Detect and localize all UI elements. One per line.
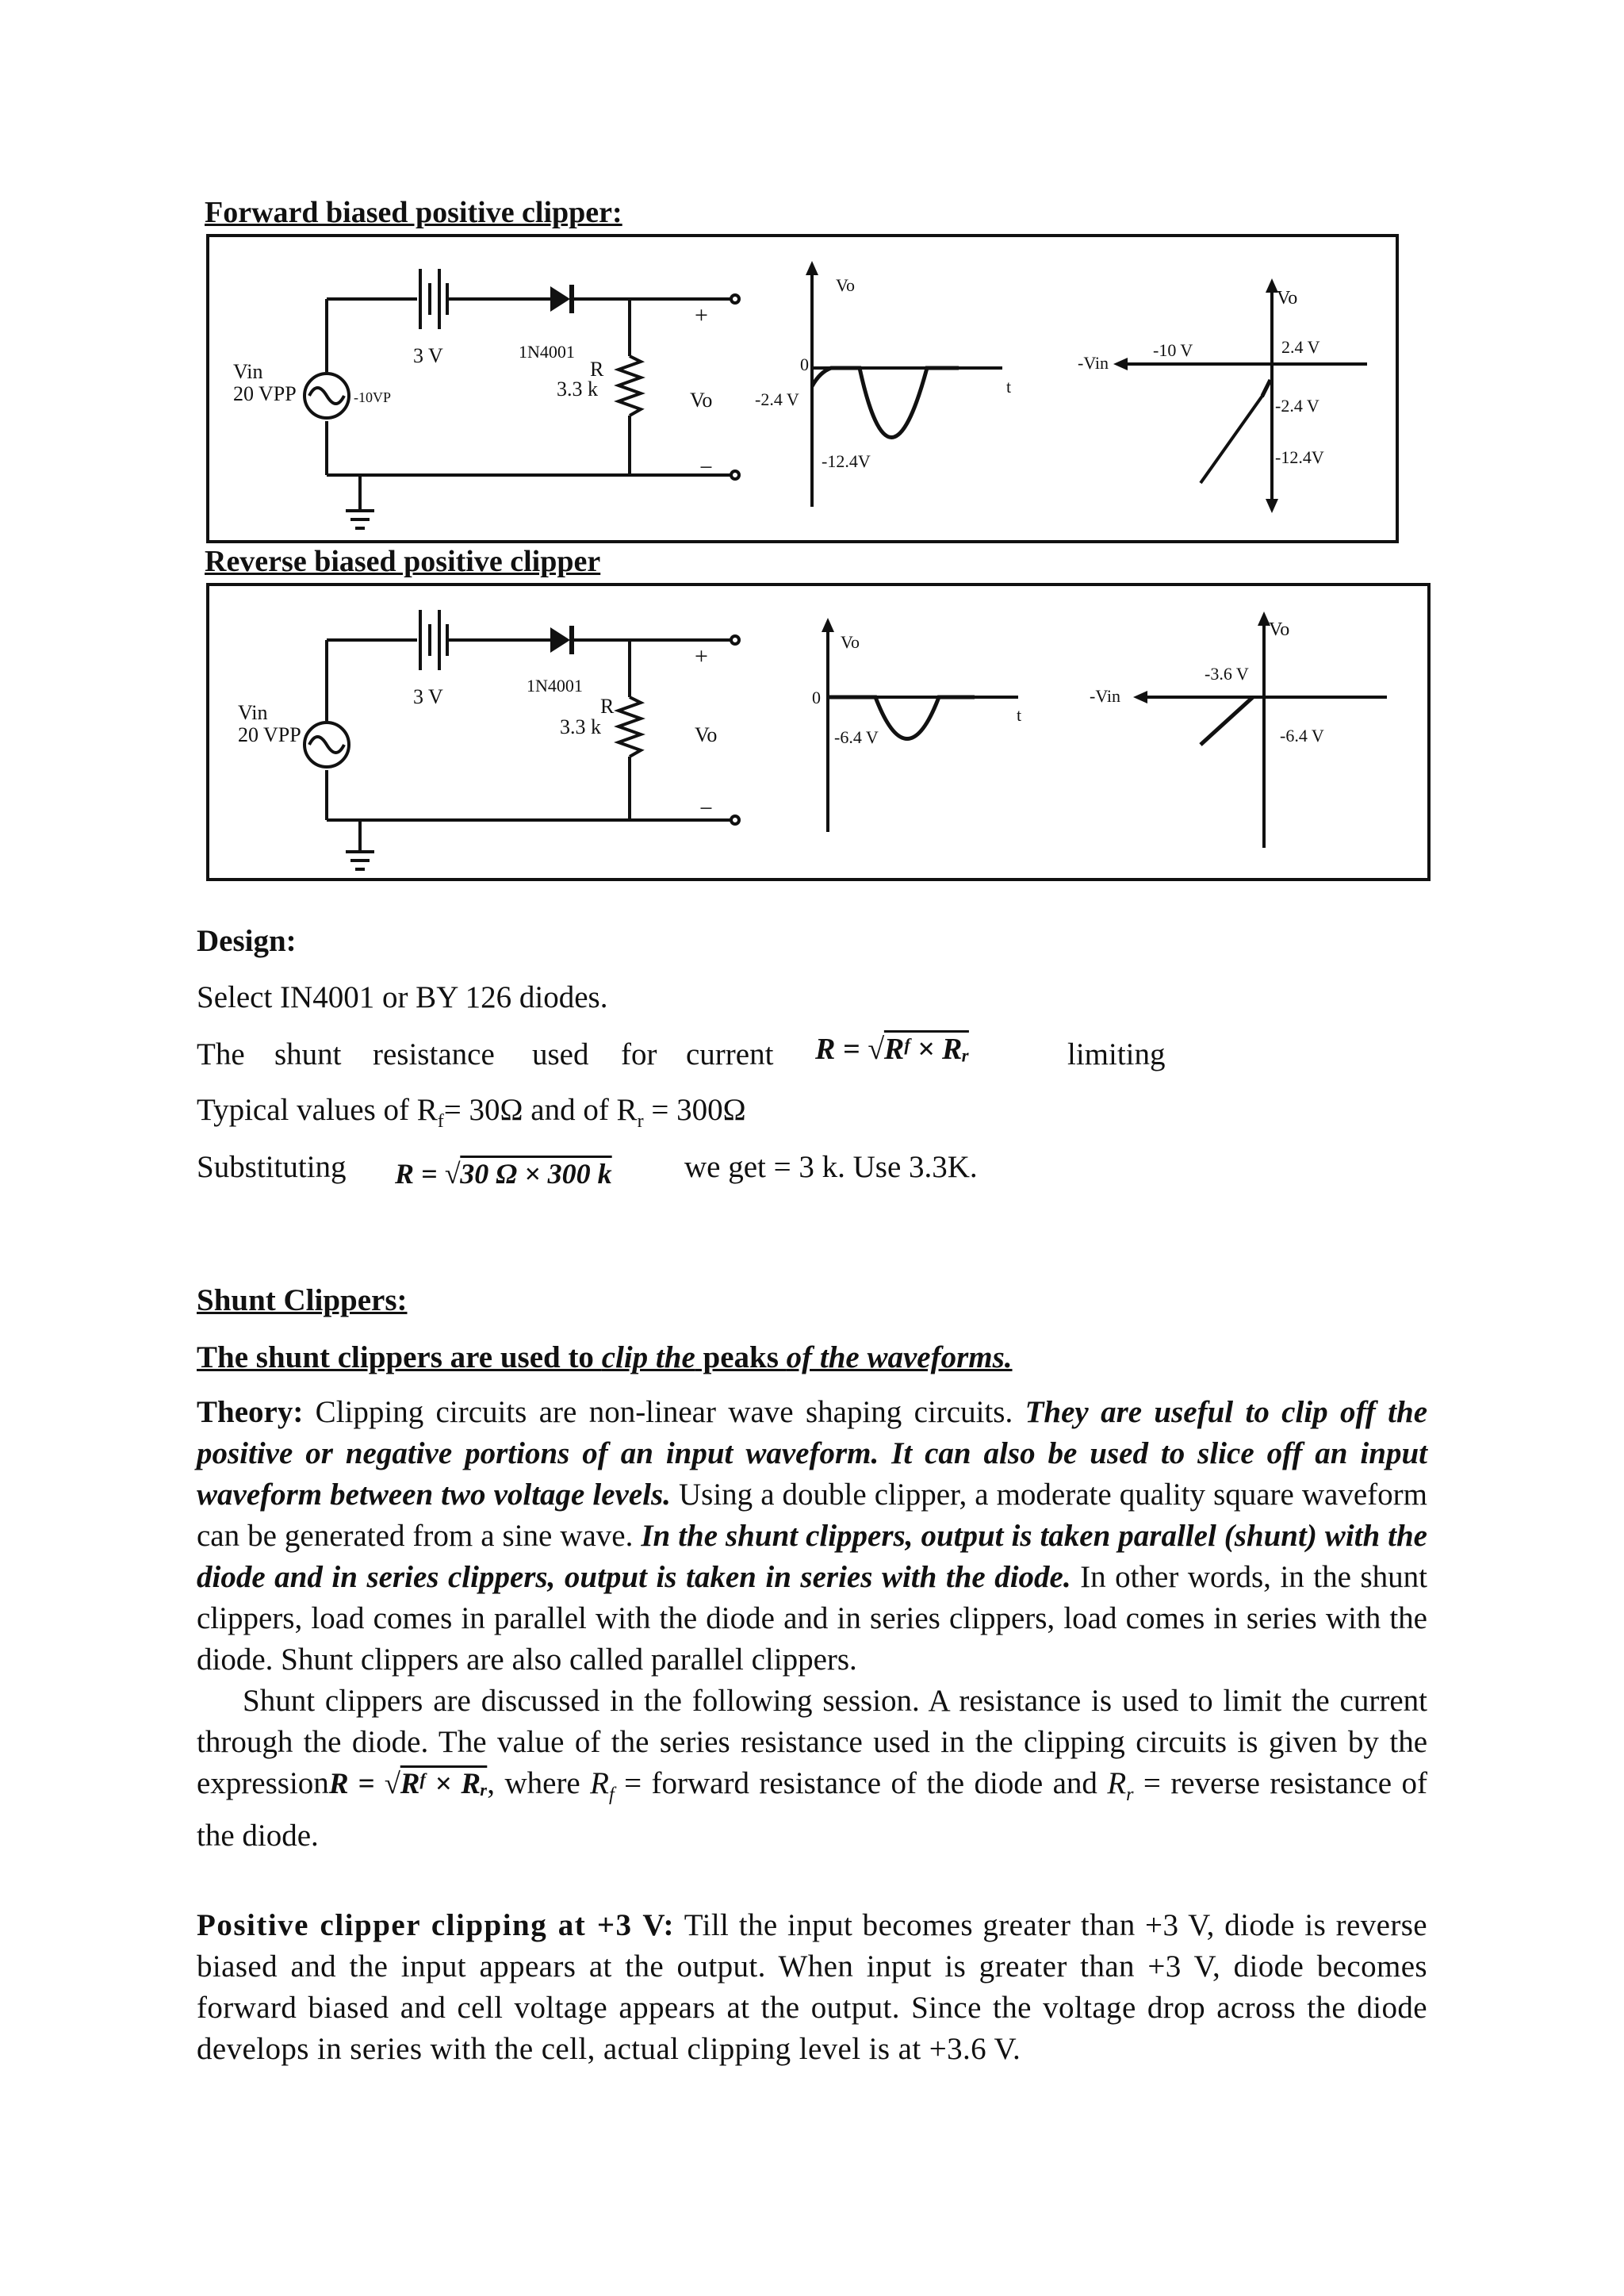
fig1-battery-label: 3 V [413,344,443,367]
para2-formula [329,1768,487,1800]
positive-label: Positive clipper clipping at +3 V: [197,1908,675,1942]
fig1-vin-label: Vin [233,360,263,383]
fig1-tr-vo: Vo [1277,288,1298,309]
design-word: current [686,1037,774,1071]
fig1-wave-zero: 0 [800,355,809,374]
fig1-vo-label: Vo [690,389,713,412]
design-line-4-formula-lhs: R = √ [395,1158,461,1190]
fig2-diode-triangle [550,627,570,653]
fig2-terminal-minus [731,816,739,824]
fig2-battery-label: 3 V [413,685,443,708]
design-line-4-b: we get = 3 k. Use 3.3K. [684,1150,978,1184]
design-formula-eq: = √ [835,1033,884,1066]
fig2-figure [209,586,1434,884]
fig1-tr-neg10: -10 V [1153,340,1193,360]
fig1-wave-upper: -2.4 V [755,389,799,409]
design-word: The [197,1037,245,1071]
fig2-diode-label: 1N4001 [527,676,583,696]
para2-rf-sub: f [609,1784,615,1805]
shunt-sub-c: peaks [695,1340,787,1374]
design-formula [815,1034,969,1064]
fig2-wave-t: t [1017,705,1022,725]
fig2-heading: Reverse biased positive clipper [205,545,601,578]
fig1-wave-t: t [1006,377,1012,397]
design-word: resistance [373,1037,495,1071]
fig1-tr-24: 2.4 V [1281,337,1320,357]
shunt-paragraph-2 [197,1681,1427,1857]
shunt-sub-a: The shunt clippers are used to [197,1340,602,1374]
fig2-tr-neg36: -3.6 V [1205,664,1249,684]
fig1-wave-yarrow [806,261,818,275]
para2-text-c: = forward resistance of the diode and [614,1766,1108,1800]
fig2-terminal-plus [731,636,739,644]
design-word: used [532,1037,589,1071]
design-line-3-c: = 300Ω [643,1093,746,1127]
theory-text-1: Clipping circuits are non-linear wave shaping circuits. [303,1395,1025,1429]
theory-text-3: Using a double clipper, a moderate quality square waveform can be generated from a sine wave. [197,1478,1427,1553]
fig1-tr-neg24: -2.4 V [1275,396,1320,416]
design-line-1: Select IN4001 or BY 126 diodes. [197,980,608,1014]
fig1-terminal-plus [731,295,739,303]
fig2-wave-lower: -6.4 V [834,727,879,747]
fig1-diode-label: 1N4001 [519,342,575,362]
fig2-minus: − [699,795,713,822]
fig1-vp-label: -10VP [354,389,392,405]
para2-rf: R [590,1766,609,1800]
fig1-tr-neg124: -12.4V [1275,447,1324,467]
design-line-4-formula [395,1159,612,1188]
fig2-vin-label: Vin [238,701,268,724]
fig1-diode-bar [569,285,574,313]
shunt-sub-b: clip the [601,1340,695,1374]
theory-label: Theory: [197,1395,304,1429]
para2-rr: R [1107,1766,1127,1800]
fig2-tr-vo: Vo [1269,619,1290,640]
design-heading: Design: [197,924,297,958]
fig1-vin-value: 20 VPP [233,382,297,405]
fig1-ac-wave [309,388,344,404]
fig2-diode-bar [569,626,574,654]
fig2-ac-wave [309,737,344,753]
para2-rr-sub: r [1126,1784,1134,1805]
design-line-4-formula-body: 30 Ω × 300 k [460,1158,612,1190]
fig1-plus: + [695,302,708,328]
design-word: shunt [274,1037,342,1071]
shunt-heading: Shunt Clippers: [197,1283,408,1317]
fig2-resistor [619,697,641,757]
para2-text-b: , where [487,1766,591,1800]
fig2-tr-vin: -Vin [1090,686,1121,706]
fig1-tr-ydown [1266,499,1278,513]
fig1-wave-vo: Vo [836,275,856,295]
fig2-tr-neg64: -6.4 V [1280,726,1324,746]
theory-text-5: In other words, in the shunt clippers, load comes in parallel with the diode and in series clippers, load comes in series with the diode. Shunt clippers are also called parallel clippers. [197,1560,1427,1677]
positive-text: Till the input becomes greater than +3 V, diode is reverse biased and the input appears at the output. When input is greater than +3 V, diode becomes forward biased and cell voltage appears at the output. Since the voltage drop across the diode develops in series with the cell, actual clipping level is at +3.6 V. [197,1908,1427,2066]
fig1-minus: − [699,454,713,481]
design-line-3-sub-r: r [637,1110,644,1132]
fig1-diode-triangle [550,286,570,312]
fig1-figure [209,237,1402,546]
fig1-tr-slope [1201,396,1264,483]
fig2-vo-label: Vo [695,723,718,746]
fig2-wave-yarrow [822,618,834,632]
fig1-wave-curve [812,368,959,438]
fig1-tr-vin: -Vin [1078,353,1109,373]
design-line-3-a: Typical values of R [197,1093,438,1127]
design-line-3-sub-f: f [437,1110,444,1132]
fig1-terminal-minus [731,471,739,479]
design-formula-r: R [815,1033,836,1066]
fig2-tr-slope [1201,697,1253,745]
fig1-frame [206,234,1399,543]
fig1-tr-top [1262,380,1270,396]
shunt-subheading [197,1342,1013,1373]
theory-text-2: They are useful to clip off the positive or negative portions of an input waveform. It can also be used to slice off an input waveform between two voltage levels. [197,1395,1427,1512]
fig2-frame [206,583,1431,881]
fig1-tr-xarrow [1113,358,1128,370]
para2-formula-lhs: R = √ [328,1768,400,1800]
design-formula-body: Rᶠ × Rᵣ [883,1033,969,1066]
fig2-plus: + [695,643,708,669]
design-line-4-a: Substituting [197,1150,347,1184]
design-word: for [621,1037,657,1071]
fig1-resistor-value: 3.3 k [557,378,598,401]
fig1-wave-lower: -12.4V [822,451,871,471]
para2-text-d: = reverse resistance of the diode. [197,1766,1427,1853]
fig2-tr-xarrow [1133,691,1147,703]
fig1-heading: Forward biased positive clipper: [205,196,622,229]
fig2-resistor-label: R [600,695,615,718]
fig2-wave-vo: Vo [841,632,860,652]
para2-text-a: Shunt clippers are discussed in the following session. A resistance is used to limit the current through the diode. The value of the series resistance used in the clipping circuits is given by the expression [197,1684,1427,1800]
theory-paragraph [197,1392,1427,1681]
positive-paragraph [197,1905,1427,2070]
fig2-wave-zero: 0 [812,688,821,707]
para2-formula-body: Rᶠ × Rᵣ [400,1768,488,1800]
shunt-sub-d: of the waveforms. [786,1340,1013,1374]
design-line-3 [197,1094,746,1131]
theory-text-4: In the shunt clippers, output is taken parallel (shunt) with the diode and in series clippers, output is taken in series with the diode. [197,1519,1427,1594]
design-line-3-b: = 30Ω and of R [443,1093,638,1127]
design-word: limiting [1067,1037,1166,1071]
fig2-vin-value: 20 VPP [238,723,301,746]
fig2-resistor-value: 3.3 k [560,715,601,738]
fig1-resistor-label: R [590,358,604,381]
fig1-resistor [619,356,641,416]
